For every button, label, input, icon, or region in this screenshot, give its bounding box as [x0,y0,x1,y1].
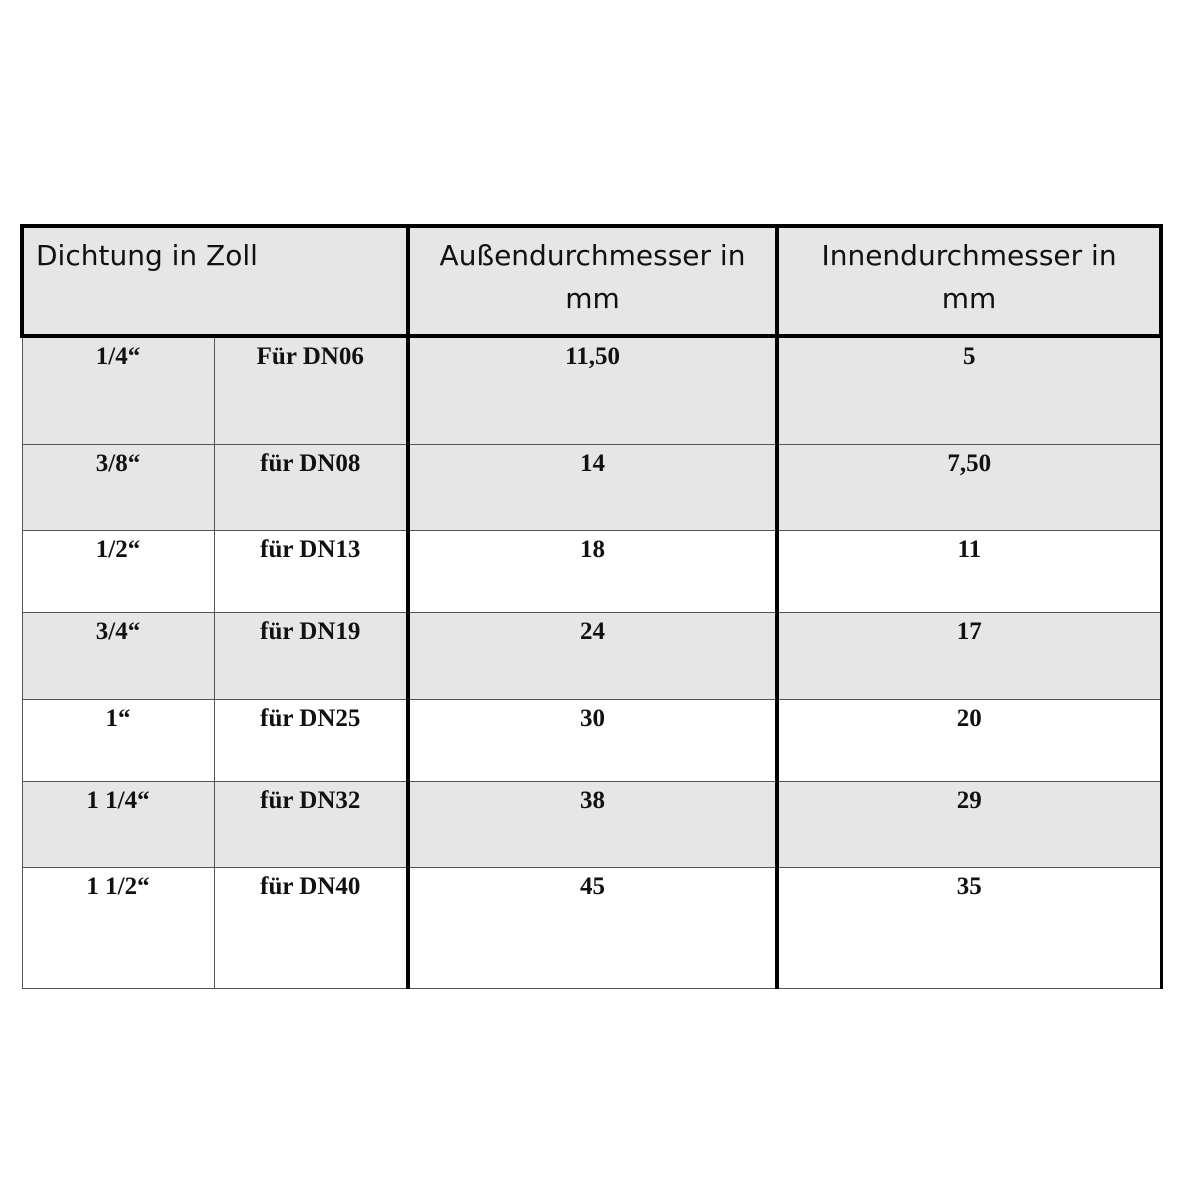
header-innendurchmesser [777,226,1161,336]
cell-innendurchmesser: 35 [777,868,1161,989]
table-row [22,613,1161,700]
header-innendurchmesser-line1: Innendurchmesser in [821,239,1117,272]
cell-aussendurchmesser: 11,50 [408,336,777,445]
cell-dn: für DN13 [214,531,408,613]
cell-aussendurchmesser: 18 [408,531,777,613]
table-header [22,226,1161,336]
table-row [22,700,1161,782]
cell-innendurchmesser: 11 [777,531,1161,613]
header-innendurchmesser-line2: mm [941,282,997,315]
cell-dn: für DN08 [214,445,408,531]
cell-zoll: 3/4“ [22,613,214,700]
table-row [22,782,1161,868]
header-dichtung-in-zoll [22,226,408,336]
cell-zoll: 1“ [22,700,214,782]
cell-innendurchmesser: 20 [777,700,1161,782]
cell-innendurchmesser: 29 [777,782,1161,868]
cell-dn: für DN32 [214,782,408,868]
size-table [20,224,1163,989]
table-body [22,336,1161,989]
cell-dn: für DN40 [214,868,408,989]
cell-innendurchmesser: 17 [777,613,1161,700]
table-row [22,336,1161,445]
cell-dn: für DN19 [214,613,408,700]
cell-aussendurchmesser: 45 [408,868,777,989]
header-aussendurchmesser [408,226,777,336]
header-aussendurchmesser-line1: Außendurchmesser in [439,239,746,272]
cell-zoll: 1 1/2“ [22,868,214,989]
cell-zoll: 1/4“ [22,336,214,445]
cell-innendurchmesser: 5 [777,336,1161,445]
cell-zoll: 1 1/4“ [22,782,214,868]
table-row [22,868,1161,989]
cell-aussendurchmesser: 24 [408,613,777,700]
cell-dn: für DN25 [214,700,408,782]
header-dichtung-label: Dichtung in Zoll [36,239,258,272]
cell-dn: Für DN06 [214,336,408,445]
header-aussendurchmesser-line2: mm [565,282,620,315]
cell-innendurchmesser: 7,50 [777,445,1161,531]
cell-zoll: 3/8“ [22,445,214,531]
table-row [22,531,1161,613]
table-row [22,445,1161,531]
cell-aussendurchmesser: 38 [408,782,777,868]
cell-aussendurchmesser: 14 [408,445,777,531]
cell-zoll: 1/2“ [22,531,214,613]
cell-aussendurchmesser: 30 [408,700,777,782]
